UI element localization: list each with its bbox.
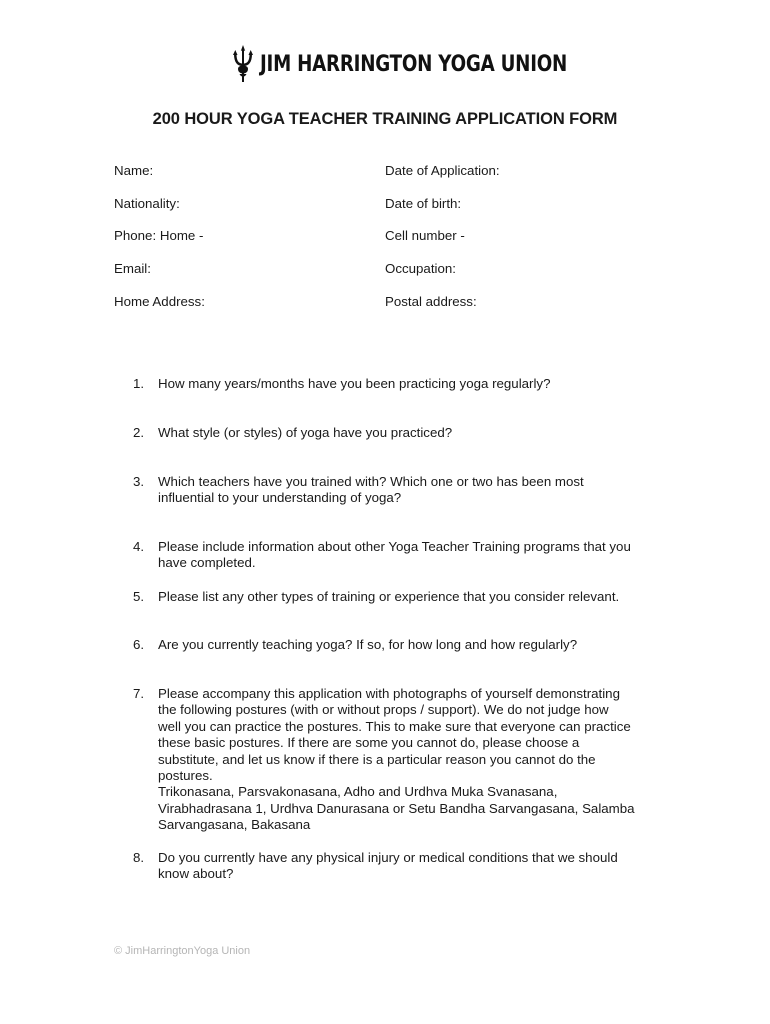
question-line: Are you currently teaching yoga? If so, for how long and how regularly? [158, 637, 578, 652]
date-of-application-label: Date of Application: [385, 163, 500, 178]
question-line: Sarvangasana, Bakasana [158, 817, 311, 833]
question-line: Trikonasana, Parsvakonasana, Adho and Urdhva Muka Svanasana, [158, 784, 558, 800]
question-number: 7. [133, 686, 145, 701]
question-number: 4. [133, 539, 145, 554]
question-item [133, 376, 653, 392]
question-text [158, 850, 653, 883]
field-row [114, 294, 674, 327]
question-line: know about? [158, 866, 234, 882]
question-item [133, 474, 653, 507]
question-line: the following postures (with or without props / support). We do not judge how [158, 702, 609, 718]
question-line: How many years/months have you been practicing yoga regularly? [158, 376, 551, 391]
field-row [114, 261, 674, 294]
question-text [158, 686, 653, 834]
question-text [158, 425, 653, 441]
question-line: Please list any other types of training or experience that you consider relevant. [158, 589, 620, 604]
brand-name: JIM HARRINGTON YOGA UNION [260, 51, 568, 77]
occupation-label: Occupation: [385, 261, 456, 277]
nationality-label: Nationality: [114, 195, 180, 211]
question-text [158, 539, 653, 572]
question-line: What style (or styles) of yoga have you practiced? [158, 425, 453, 440]
applicant-fields [114, 163, 674, 326]
date-of-birth-label: Date of birth: [385, 195, 462, 211]
question-line: influential to your understanding of yoga? [158, 490, 402, 506]
question-item [133, 850, 653, 883]
field-row [114, 196, 674, 229]
question-number: 6. [133, 637, 145, 652]
question-number: 8. [133, 850, 145, 865]
email-label: Email: [114, 261, 151, 277]
copyright-footer: © JimHarringtonYoga Union [114, 945, 251, 957]
cell-number-label: Cell number - [385, 228, 465, 244]
question-item [133, 589, 653, 605]
home-phone-label: Phone: Home - [114, 228, 204, 244]
brand-logo [232, 44, 630, 84]
question-line: postures. [158, 768, 213, 784]
question-item [133, 686, 653, 834]
postal-address-label: Postal address: [385, 293, 477, 309]
question-line: Please include information about other Yoga Teacher Training programs that you [158, 539, 631, 554]
question-line: substitute, and let us know if there is a particular reason you cannot do the [158, 751, 596, 767]
question-line: Do you currently have any physical injury or medical conditions that we should [158, 850, 618, 865]
question-item [133, 539, 653, 572]
question-number: 5. [133, 589, 145, 604]
question-line: Please accompany this application with photographs of yourself demonstrating [158, 686, 620, 701]
question-text [158, 474, 653, 507]
question-line: Virabhadrasana 1, Urdhva Danurasana or Setu Bandha Sarvangasana, Salamba [158, 800, 635, 816]
field-row [114, 163, 674, 196]
field-row [114, 228, 674, 261]
question-line: well you can practice the postures. This to make sure that everyone can practice [158, 718, 631, 734]
question-line: have completed. [158, 555, 256, 571]
question-line: Which teachers have you trained with? Which one or two has been most [158, 474, 584, 489]
question-number: 3. [133, 474, 145, 489]
question-number: 2. [133, 425, 145, 440]
question-text [158, 637, 653, 653]
trident-icon [232, 45, 254, 83]
question-item [133, 425, 653, 441]
name-field-label: Name: [114, 163, 154, 178]
question-text [158, 589, 653, 605]
question-item [133, 637, 653, 653]
form-title: 200 HOUR YOGA TEACHER TRAINING APPLICATION FORM [152, 110, 618, 128]
question-line: these basic postures. If there are some you cannot do, please choose a [158, 735, 580, 751]
question-number: 1. [133, 376, 145, 391]
question-text [158, 376, 653, 392]
home-address-label: Home Address: [114, 293, 205, 309]
